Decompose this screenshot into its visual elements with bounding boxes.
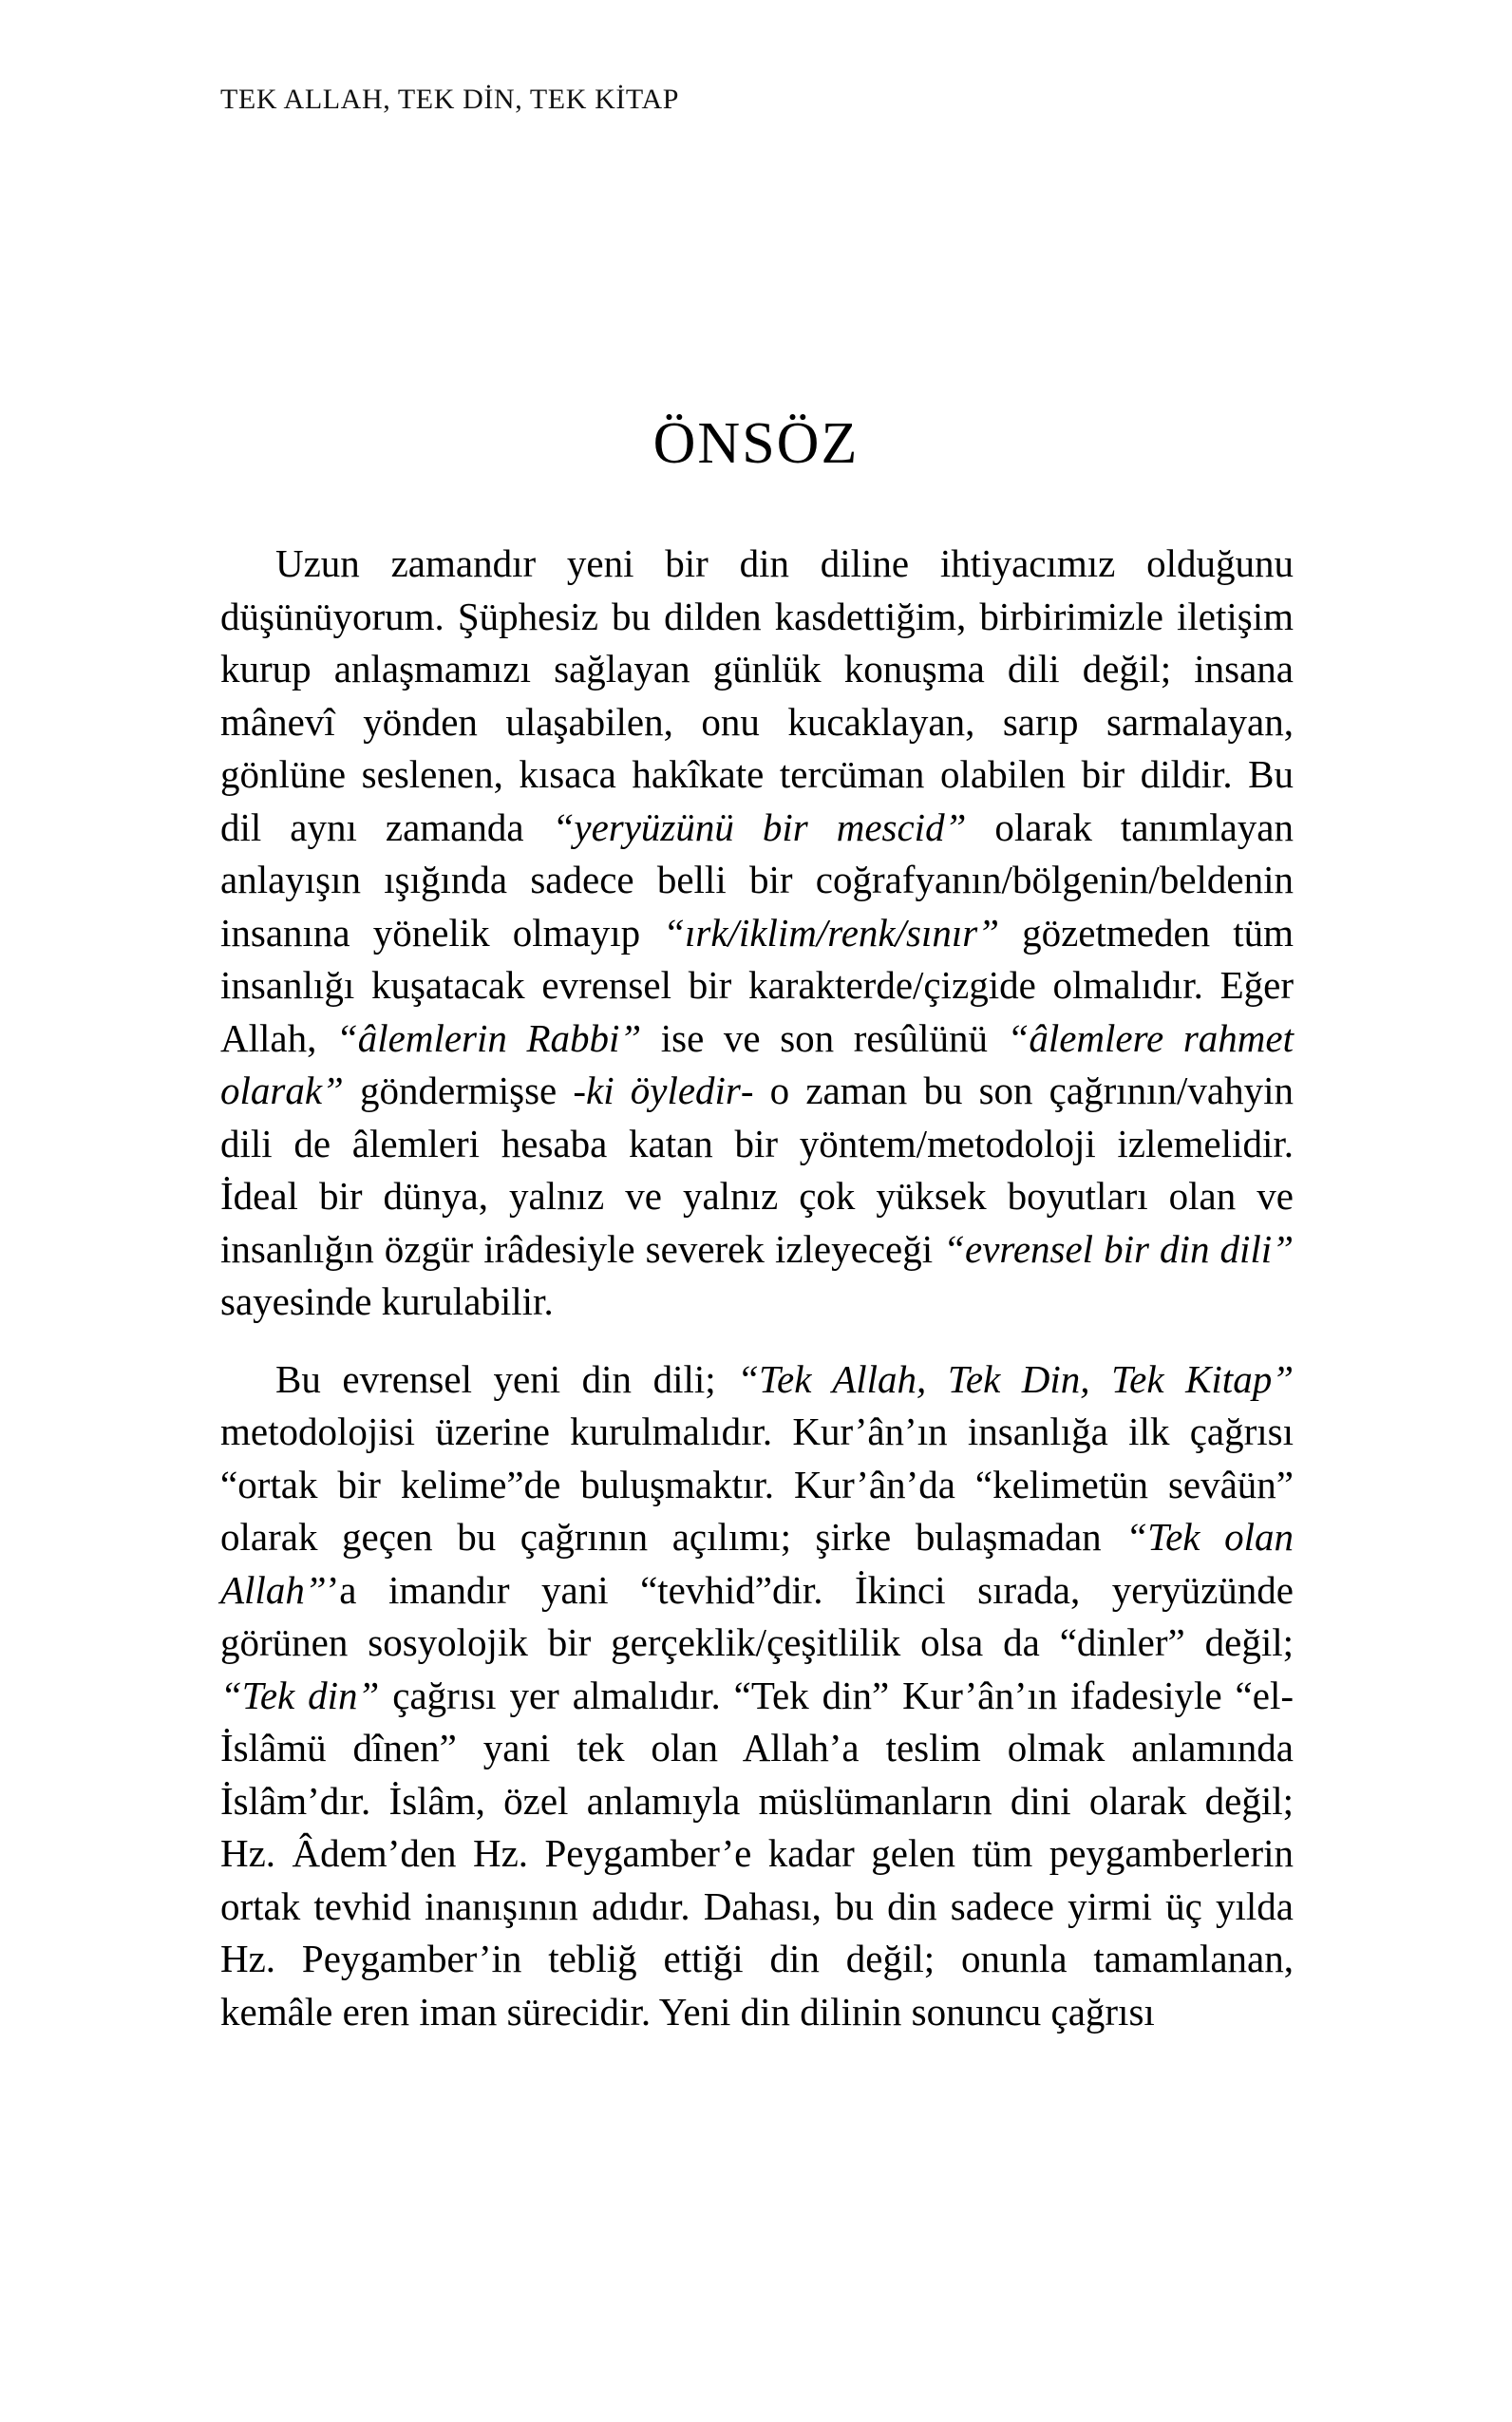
text-run: göndermişse - <box>343 1069 587 1112</box>
page-title: ÖNSÖZ <box>652 410 860 476</box>
paragraph-2 <box>220 1353 1294 2039</box>
body-text-block <box>220 538 1294 2038</box>
italic-quote: “Tek din” <box>220 1673 380 1717</box>
italic-quote: “evrensel bir din dili” <box>943 1226 1294 1271</box>
running-head: TEK ALLAH, TEK DİN, TEK KİTAP <box>220 84 680 115</box>
text-run: gözetmeden tüm insanlığı kuşatacak evrensel bir karakterde/çizgide olmalıdır. Eğer Allah, <box>220 910 1295 1060</box>
text-run: - o zaman bu son çağrının/vahyin dili de âlemleri hesaba katan bir yöntem/metodoloji izlemelidir. İdeal bir dünya, yalnız ve yalnız çok yüksek boyutları olan ve insanlığın özgür irâdesiyle severek izleyeceği <box>220 1069 1294 1271</box>
italic-quote: “yeryüzünü bir mescid” <box>552 804 967 849</box>
italic-quote: “Tek olan Allah” <box>220 1515 1294 1612</box>
italic-quote: ki öyledir <box>586 1069 741 1112</box>
text-run: metodolojisi üzerine kurulmalıdır. Kur’ân’ın insanlığa ilk çağrısı “ortak bir kelime”de buluşmaktır. Kur’ân’da “kelimetün sevâün” olarak geçen bu çağrının açılımı; şirke bulaşmadan <box>220 1410 1294 1559</box>
text-run: Uzun zamandır yeni bir din diline ihtiyacımız olduğunu düşünüyorum. Şüphesiz bu dilden kasdettiğim, birbirimizle iletişim kurup anlaşmamızı sağlayan günlük konuşma dili değil; insana mânevî yönden ulaşabilen, onu kucaklayan, sarıp sarmalayan, gönlüne seslenen, kısaca hakîkate tercüman olabilen bir dildir. Bu dil aynı zamanda <box>220 541 1294 849</box>
italic-quote: “âlemlerin Rabbi” <box>335 1015 642 1060</box>
text-run: çağrısı yer almalıdır. “Tek din” Kur’ân’ın ifadesiyle “el-İslâmü dînen” yani tek olan Allah’a teslim olmak anlamında İslâm’dır. İslâm, özel anlamıyla müslümanların dini olarak değil; Hz. Âdem’den Hz. Peygamber’e kadar gelen tüm peygamberlerin ortak tevhid inanışının adıdır. Dahası, bu din sadece yirmi üç yılda Hz. Peygamber’in tebliğ ettiği din değil; onunla tamamlanan, kemâle eren iman sürecidir. Yeni din dilinin sonuncu çağrısı <box>220 1673 1294 2034</box>
italic-quote: “âlemlere rahmet olarak” <box>220 1015 1294 1112</box>
italic-quote: “ırk/iklim/renk/sınır” <box>663 910 1000 955</box>
text-run: sayesinde kurulabilir. <box>220 1279 554 1323</box>
paragraph-1 <box>220 538 1294 1329</box>
text-run: ise ve son resûlünü <box>641 1015 1008 1060</box>
italic-quote: “Tek Allah, Tek Din, Tek Kitap” <box>737 1356 1295 1401</box>
text-run: ’a imandır yani “tevhid”dir. İkinci sırada, yeryüzünde görünen sosyolojik bir gerçeklik/çeşitlilik olsa da “dinler” değil; <box>220 1567 1294 1664</box>
text-run: olarak tanımlayan anlayışın ışığında sadece belli bir coğrafyanın/bölgenin/beldenin insanına yönelik olmayıp <box>220 804 1294 955</box>
text-run: Bu evrensel yeni din dili; <box>275 1356 738 1401</box>
